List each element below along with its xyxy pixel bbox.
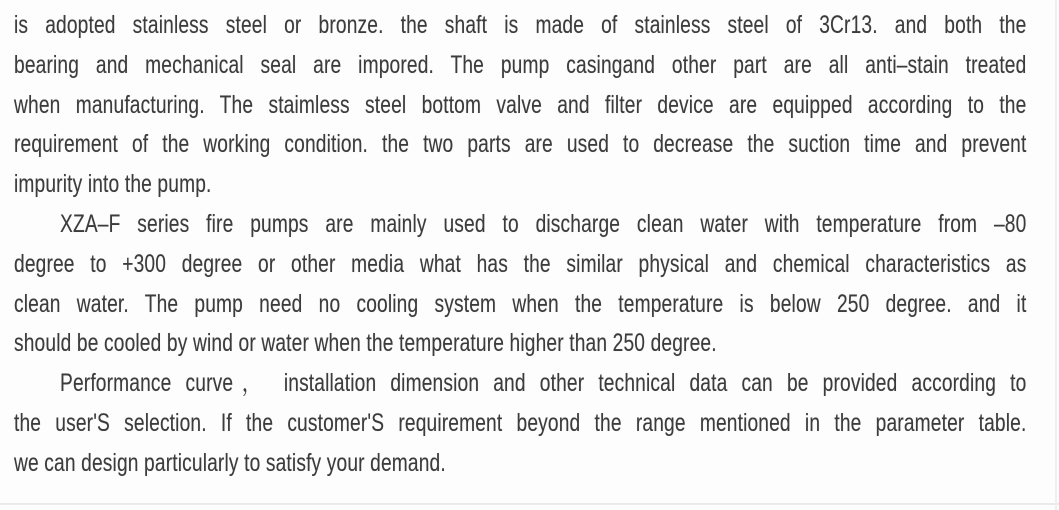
paragraph	[14, 364, 1026, 483]
text-line: bearing and mechanical seal are impored. The pump casingand other part are all anti–stain treated	[14, 50, 1027, 79]
text-line: clean water. The pump need no cooling system when the temperature is below 250 degree. and it	[14, 289, 1027, 318]
paragraph	[14, 6, 1026, 205]
text-line: the user'S selection. If the customer'S requirement beyond the range mentioned in the parameter table.	[14, 408, 1027, 437]
text-line: when manufacturing. The staimless steel bottom valve and filter device are equipped according to the	[14, 90, 1027, 119]
text-line: requirement of the working condition. the two parts are used to decrease the suction time and prevent	[14, 130, 1027, 159]
text-line: should be cooled by wind or water when the temperature higher than 250 degree.	[14, 329, 717, 358]
text-line: we can design particularly to satisfy your demand.	[14, 448, 446, 477]
paragraph	[14, 205, 1026, 364]
page-bottom-edge-line	[0, 503, 1059, 505]
text-line: impurity into the pump.	[14, 170, 212, 199]
page-right-edge-line	[1055, 0, 1057, 510]
text-line: XZA–F series fire pumps are mainly used to discharge clean water with temperature from –80	[60, 209, 1027, 238]
text-line: Performance curve， installation dimension and other technical data can be provided according to	[60, 369, 1027, 398]
body-text	[14, 6, 1026, 484]
text-line: degree to +300 degree or other media what has the similar physical and chemical characteristics as	[14, 249, 1027, 278]
text-line: is adopted stainless steel or bronze. the shaft is made of stainless steel of 3Cr13. and both the	[14, 11, 1027, 39]
